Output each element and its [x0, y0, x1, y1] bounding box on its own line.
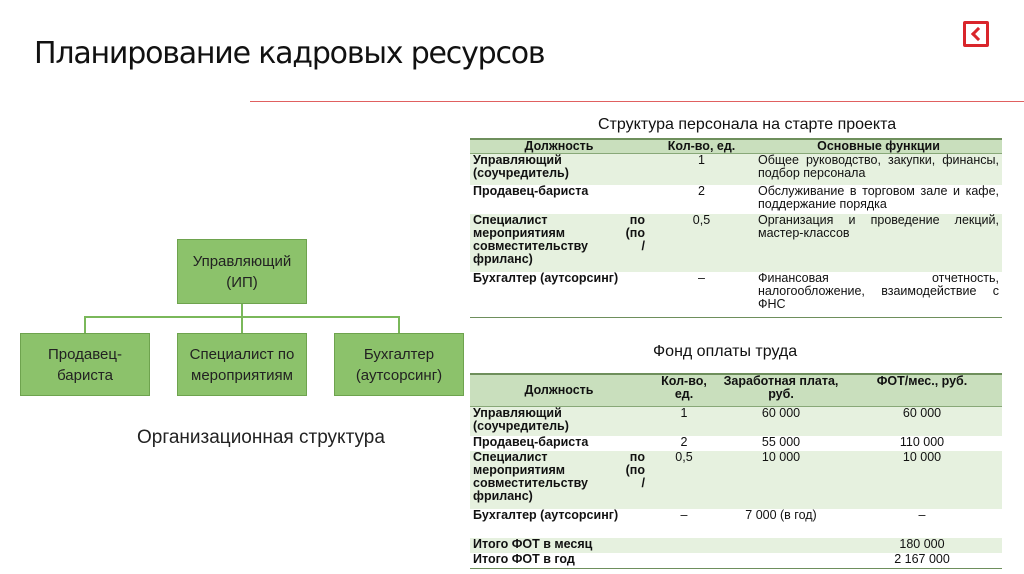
payroll-table	[470, 373, 1002, 569]
slide-title: Планирование кадровых ресурсов	[34, 36, 545, 71]
salary-cell: 60 000	[761, 405, 801, 420]
staff-header-qty: Кол-во, ед.	[648, 139, 755, 154]
payroll-header-salary: Заработная плата, руб.	[720, 374, 842, 406]
staff-table-caption: Структура персонала на старте проекта	[598, 116, 897, 133]
fot-cell: 110 000	[899, 435, 945, 449]
position-cell: Специалист по мероприятиям (по совместительству / фриланс)	[473, 212, 645, 266]
total-month-value: 180 000	[899, 537, 945, 551]
functions-cell: Финансовая отчетность, налогообложение, взаимодействие с ФНС	[755, 272, 1002, 318]
table-row	[470, 154, 1002, 185]
table-row	[470, 406, 1002, 436]
table-row	[470, 185, 1002, 214]
qty-cell: 2	[698, 183, 705, 198]
org-box-barista	[20, 333, 150, 396]
qty-cell: 0,5	[675, 450, 693, 464]
total-month-label: Итого ФОТ в месяц	[473, 537, 593, 551]
position-cell: Бухгалтер (аутсорсинг)	[473, 508, 619, 522]
org-box-accountant-label: Бухгалтер (аутсорсинг)	[355, 345, 443, 384]
staff-header-position: Должность	[470, 139, 648, 154]
connector-right	[398, 316, 400, 333]
table-row	[470, 436, 1002, 451]
total-year-value: 2 167 000	[842, 553, 1002, 568]
org-box-accountant	[334, 333, 464, 396]
position-cell: Бухгалтер (аутсорсинг)	[470, 272, 648, 318]
position-cell: Управляющий (соучредитель)	[473, 153, 569, 180]
fot-cell: –	[918, 508, 926, 522]
org-box-barista-label: Продавец-бариста	[48, 345, 122, 384]
org-chart-caption: Организационная структура	[137, 427, 385, 448]
payroll-header-fot: ФОТ/мес., руб.	[842, 374, 1002, 406]
fot-cell: 10 000	[902, 450, 942, 464]
title-divider	[250, 101, 1024, 102]
org-box-root	[177, 239, 307, 304]
qty-cell: 1	[698, 153, 705, 167]
position-cell: Специалист по мероприятиям (по совместительству / фриланс)	[473, 450, 645, 503]
qty-cell: 1	[680, 405, 688, 420]
table-row-total-month	[470, 538, 1002, 553]
org-box-events	[177, 333, 307, 396]
position-cell: Управляющий (соучредитель)	[473, 405, 569, 433]
back-arrow-icon	[971, 27, 985, 41]
staff-table	[470, 138, 1002, 318]
position-cell: Продавец-бариста	[473, 183, 589, 198]
position-cell: Продавец-бариста	[473, 435, 589, 449]
connector-left	[84, 316, 86, 333]
salary-cell: 55 000	[761, 435, 801, 449]
qty-cell: –	[648, 272, 755, 318]
back-button[interactable]	[963, 21, 989, 47]
staff-header-functions: Основные функции	[755, 139, 1002, 154]
functions-cell: Обслуживание в торговом зале и кафе, поддержание порядка	[758, 183, 999, 211]
org-box-events-label: Специалист по мероприятиям	[189, 345, 295, 384]
payroll-header-position: Должность	[470, 374, 648, 406]
table-row-total-year	[470, 553, 1002, 568]
table-row	[470, 214, 1002, 272]
total-year-label: Итого ФОТ в год	[470, 553, 648, 568]
org-box-root-label: Управляющий (ИП)	[192, 252, 292, 291]
salary-cell: 10 000	[761, 450, 801, 464]
qty-cell: 2	[680, 435, 688, 449]
fot-cell: 60 000	[902, 405, 942, 420]
qty-cell: –	[680, 508, 688, 522]
table-row	[470, 451, 1002, 509]
table-row	[470, 272, 1002, 318]
functions-cell: Организация и проведение лекций, мастер-классов	[758, 212, 999, 240]
functions-cell: Общее руководство, закупки, финансы, подбор персонала	[758, 153, 999, 180]
payroll-header-qty: Кол-во, ед.	[648, 374, 720, 406]
qty-cell: 0,5	[692, 212, 711, 227]
payroll-table-caption: Фонд оплаты труда	[653, 343, 798, 360]
connector-middle	[241, 316, 243, 333]
table-row	[470, 509, 1002, 538]
salary-cell: 7 000 (в год)	[745, 508, 817, 522]
